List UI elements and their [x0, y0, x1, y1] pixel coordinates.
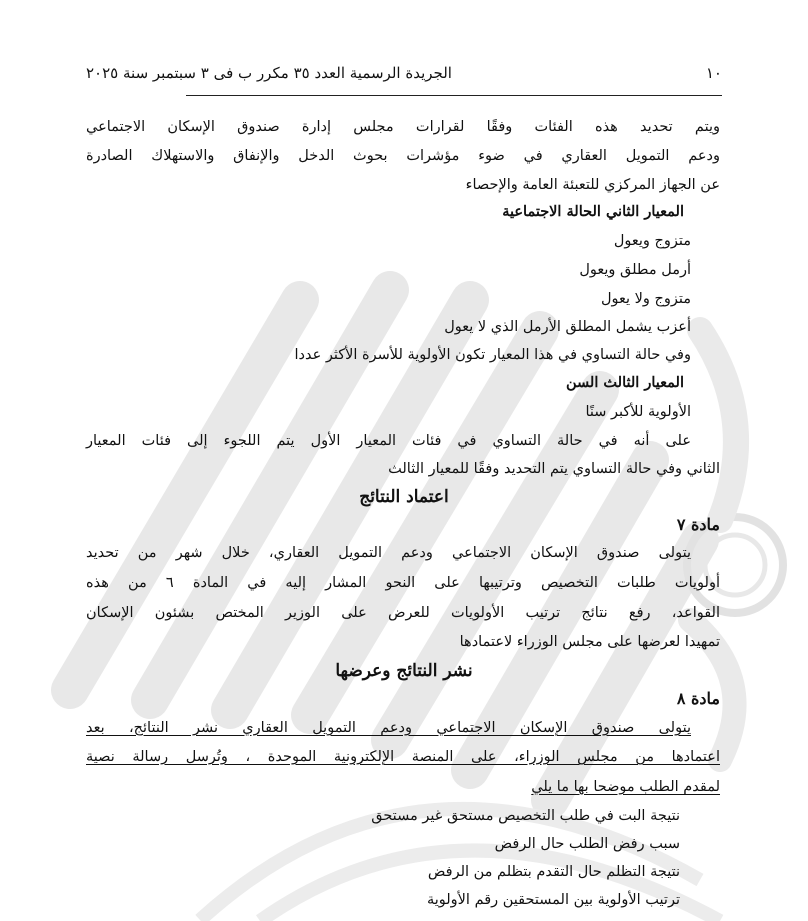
paragraph-line: الثاني وفي حالة التساوي يتم التحديد وفقًا للمعيار الثالث: [388, 461, 720, 477]
list-item: متزوج ولا يعول: [600, 291, 691, 307]
list-item: أرمل مطلق ويعول: [579, 262, 691, 278]
paragraph-line: أولويات طلبات التخصيص وترتيبها على النحو المشار إليه في المادة ٦ من هذه: [86, 575, 720, 591]
article-title: مادة ٨: [676, 689, 720, 708]
paragraph-line: يتولى صندوق الإسكان الاجتماعي ودعم التمويل العقاري، خلال شهر من تحديد: [86, 545, 691, 561]
paragraph-line: عن الجهاز المركزي للتعبئة العامة والإحصاء: [465, 177, 720, 193]
paragraph-line: ودعم التمويل العقاري في ضوء مؤشرات بحوث الدخل والإنفاق والاستهلاك الصادرة: [86, 148, 720, 164]
criterion-heading: المعيار الثاني الحالة الاجتماعية: [502, 203, 684, 220]
section-heading: اعتماد النتائج: [359, 487, 449, 507]
paragraph-line: ويتم تحديد هذه الفئات وفقًا لقرارات مجلس إدارة صندوق الإسكان الاجتماعي: [86, 119, 720, 135]
list-item: سبب رفض الطلب حال الرفض: [494, 836, 680, 852]
article-title: مادة ٧: [676, 515, 720, 534]
list-item: متزوج ويعول: [613, 233, 691, 249]
list-item: الأولوية للأكبر سنًا: [585, 404, 691, 420]
page-header: [86, 60, 722, 86]
paragraph-line: اعتمادها من مجلس الوزراء، على المنصة الإلكترونية الموحدة ، وتُرسل رسالة نصية: [86, 749, 720, 765]
paragraph-line: تمهيدا لعرضها على مجلس الوزراء لاعتمادها: [459, 634, 720, 650]
list-item: نتيجة التظلم حال التقدم بتظلم من الرفض: [427, 864, 680, 880]
header-rule: [186, 95, 722, 96]
paragraph-line: وفي حالة التساوي في هذا المعيار تكون الأولوية للأسرة الأكثر عددا: [294, 347, 691, 363]
paragraph-line: على أنه في حالة التساوي في فئات المعيار الأول يتم اللجوء إلى فئات المعيار: [86, 433, 691, 449]
list-item: نتيجة البت في طلب التخصيص مستحق غير مستحق: [371, 808, 680, 824]
list-item: أعزب يشمل المطلق الأرمل الذي لا يعول: [444, 319, 691, 335]
paragraph-line: القواعد، رفع نتائج ترتيب الأولويات للعرض على الوزير المختص بشئون الإسكان: [86, 605, 720, 621]
page-number: ١٠: [705, 64, 722, 82]
list-item: ترتيب الأولوية بين المستحقين رقم الأولوية: [426, 892, 680, 908]
paragraph-line: لمقدم الطلب موضحا بها ما يلي: [531, 779, 720, 795]
criterion-heading: المعيار الثالث السن: [565, 374, 684, 391]
gazette-header-title: الجريدة الرسمية العدد ٣٥ مكرر ب فى ٣ سبتمبر سنة ٢٠٢٥: [86, 64, 452, 82]
paragraph-line: يتولى صندوق الإسكان الاجتماعي ودعم التمويل العقاري نشر النتائج، بعد: [86, 720, 691, 736]
section-heading: نشر النتائج وعرضها: [335, 661, 473, 681]
